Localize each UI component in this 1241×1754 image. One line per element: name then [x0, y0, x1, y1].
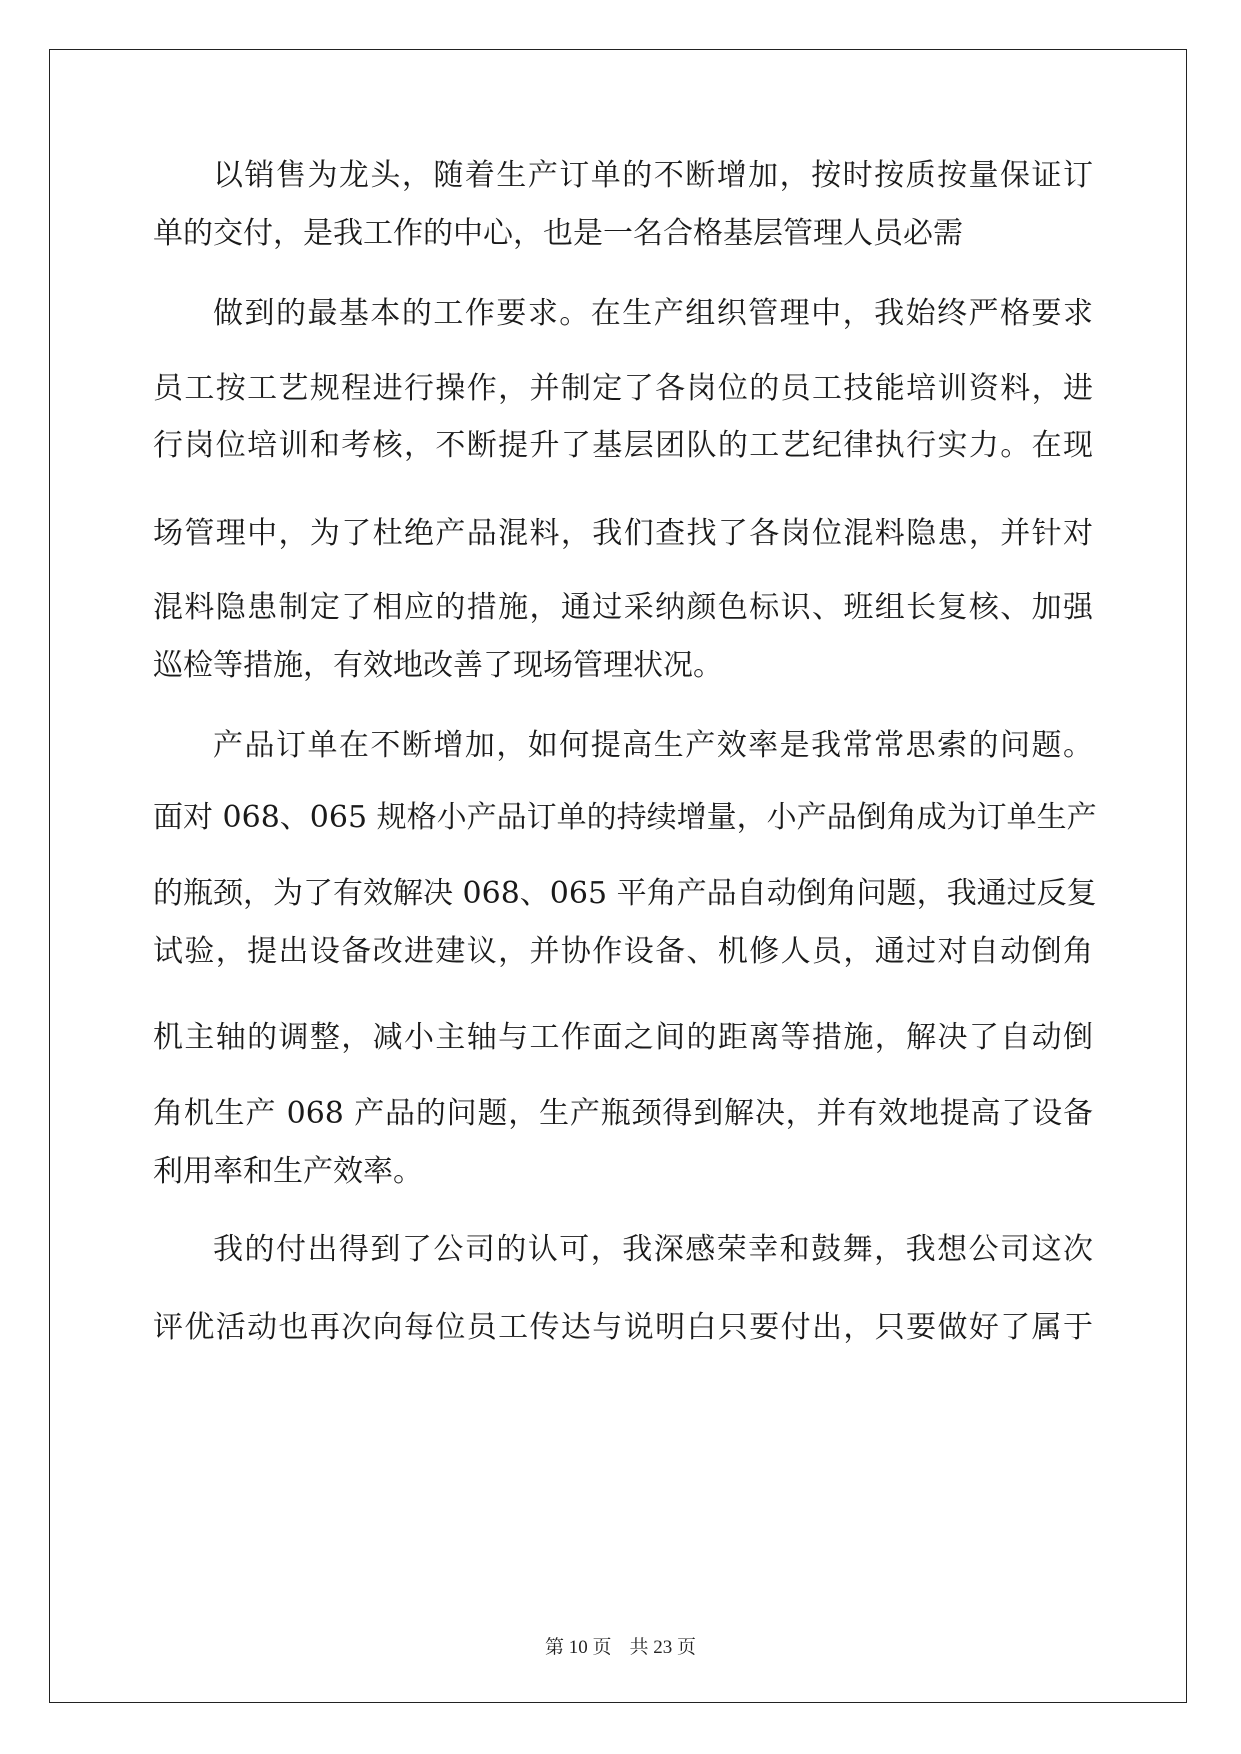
text-line: 单的交付，是我工作的中心，也是一名合格基层管理人员必需	[153, 216, 963, 251]
text-line: 员工按工艺规程进行操作，并制定了各岗位的员工技能培训资料，进	[153, 371, 1093, 406]
text-line: 以销售为龙头，随着生产订单的不断增加，按时按质按量保证订	[213, 158, 1093, 193]
text-line: 角机生产 068 产品的问题，生产瓶颈得到解决，并有效地提高了设备	[153, 1096, 1093, 1131]
page-number: 第 10 页	[544, 1637, 612, 1658]
text-line: 面对 068、065 规格小产品订单的持续增量，小产品倒角成为订单生产	[153, 800, 1097, 835]
text-line: 我的付出得到了公司的认可，我深感荣幸和鼓舞，我想公司这次	[213, 1232, 1093, 1267]
text-line: 评优活动也再次向每位员工传达与说明白只要付出，只要做好了属于	[153, 1310, 1093, 1345]
page-total: 共 23 页	[629, 1637, 697, 1658]
text-line: 的瓶颈，为了有效解决 068、065 平角产品自动倒角问题，我通过反复	[153, 876, 1097, 911]
text-line: 机主轴的调整，减小主轴与工作面之间的距离等措施，解决了自动倒	[153, 1020, 1093, 1055]
text-line: 产品订单在不断增加，如何提高生产效率是我常常思索的问题。	[213, 728, 1093, 763]
text-line: 场管理中，为了杜绝产品混料，我们查找了各岗位混料隐患，并针对	[153, 516, 1093, 551]
text-line: 试验，提出设备改进建议，并协作设备、机修人员，通过对自动倒角	[153, 934, 1093, 969]
page-footer	[0, 1632, 1241, 1659]
text-line: 行岗位培训和考核，不断提升了基层团队的工艺纪律执行实力。在现	[153, 428, 1093, 463]
text-line: 利用率和生产效率。	[153, 1154, 423, 1189]
text-line: 巡检等措施，有效地改善了现场管理状况。	[153, 648, 723, 683]
text-line: 混料隐患制定了相应的措施，通过采纳颜色标识、班组长复核、加强	[153, 590, 1093, 625]
text-line: 做到的最基本的工作要求。在生产组织管理中，我始终严格要求	[213, 296, 1093, 331]
